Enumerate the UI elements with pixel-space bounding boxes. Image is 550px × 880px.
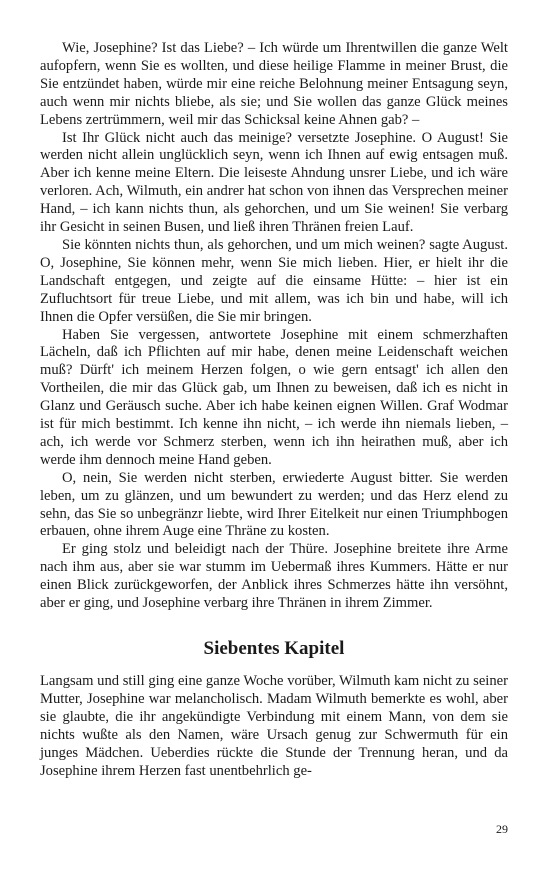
paragraph: Ist Ihr Glück nicht auch das meinige? versetzte Josephine. O August! Sie werden nicht allein unglücklich seyn, wenn ich Ihnen auf ewig entsagen muß. Aber ich kenne meine Eltern. Die leiseste Ahndung unsrer Liebe, und ich wäre verloren. Ach, Wilmuth, ein andrer hat schon von ihnen das Versprechen meiner Hand, – ich kann nichts thun, als gehorchen, und um Sie weinen! Sie verbarg ihr Gesicht in seinen Busen, und ließ ihren Thränen freien Lauf. [40,129,508,236]
paragraph: Haben Sie vergessen, antwortete Josephine mit einem schmerzhaften Lächeln, daß ich Pflichten auf mir habe, denen meine Leidenschaft weichen muß? Dürft' ich meinem Herzen folgen, o wie gern entsagt' ich allen den Vortheilen, die mir das Glück gab, um Ihnen zu beweisen, daß ich es nicht in Glanz und Geräusch suche. Aber ich habe keinen eignen Willen. Graf Wodmar ist für mich bestimmt. Ich kenne ihn nicht, – ich werde ihn niemals lieben, – ach, ich werde vor Schmerz sterben, wenn ich ihn heirathen muß, aber ich werde ihm dennoch meine Hand geben. [40,326,508,468]
paragraph: Er ging stolz und beleidigt nach der Thüre. Josephine breitete ihre Arme nach ihm aus, aber sie war stumm im Uebermaß ihres Kummers. Hätte er nur einen Blick zurückgeworfen, der Anblick ihres Schmerzes hätte ihn versöhnt, aber er ging, und Josephine verbarg ihre Thränen in ihrem Zimmer. [40,541,508,612]
page-number: 29 [496,822,508,836]
paragraph: Wie, Josephine? Ist das Liebe? – Ich würde um Ihrentwillen die ganze Welt aufopfern, wenn Sie es wollten, und diese heilige Flamme in meiner Brust, die Sie entzündet haben, würde mir eine reiche Belohnung meiner Entsagung seyn, auch wenn mir nichts bliebe, als sie; und Sie wollen das ganze Glück meines Lebens zertrümmern, weil mir das Schicksal keine Ahnen gab? – [40,40,508,128]
paragraph: Sie könnten nichts thun, als gehorchen, und um mich weinen? sagte August. O, Josephine, Sie können mehr, wenn Sie mich lieben. Hier, er hielt ihr die Landschaft entgegen, und zeigte auf die einsame Hütte: – hier ist ein Zufluchtsort für treue Liebe, und mit allem, was ich bin und habe, will ich Ihnen die Opfer versüßen, die Sie mir bringen. [40,236,508,325]
paragraph: O, nein, Sie werden nicht sterben, erwiederte August bitter. Sie werden leben, um zu glänzen, und um bewundert zu werden; und das Herz elend zu sehn, das Sie so unbegränzr liebte, wird Ihrer Eitelkeit nur einen Triumphbogen erbauen, ohne ihrem Auge eine Thräne zu kosten. [40,469,508,540]
paragraph: Langsam und still ging eine ganze Woche vorüber, Wilmuth kam nicht zu seiner Mutter, Josephine war melancholisch. Madam Wilmuth bemerkte es wohl, aber sie glaubte, die ihr angekündigte Verbindung mit einem Mann, von dem sie nichts wußte als den Namen, wäre Ursach genug zur Schwermuth für ein junges Mädchen. Ueberdies rückte die Stunde der Trennung heran, und da Josephine ihrem Herzen fast unentbehrlich ge- [40,673,508,779]
book-page [40,40,508,780]
chapter-heading: Siebentes Kapitel [203,638,345,659]
